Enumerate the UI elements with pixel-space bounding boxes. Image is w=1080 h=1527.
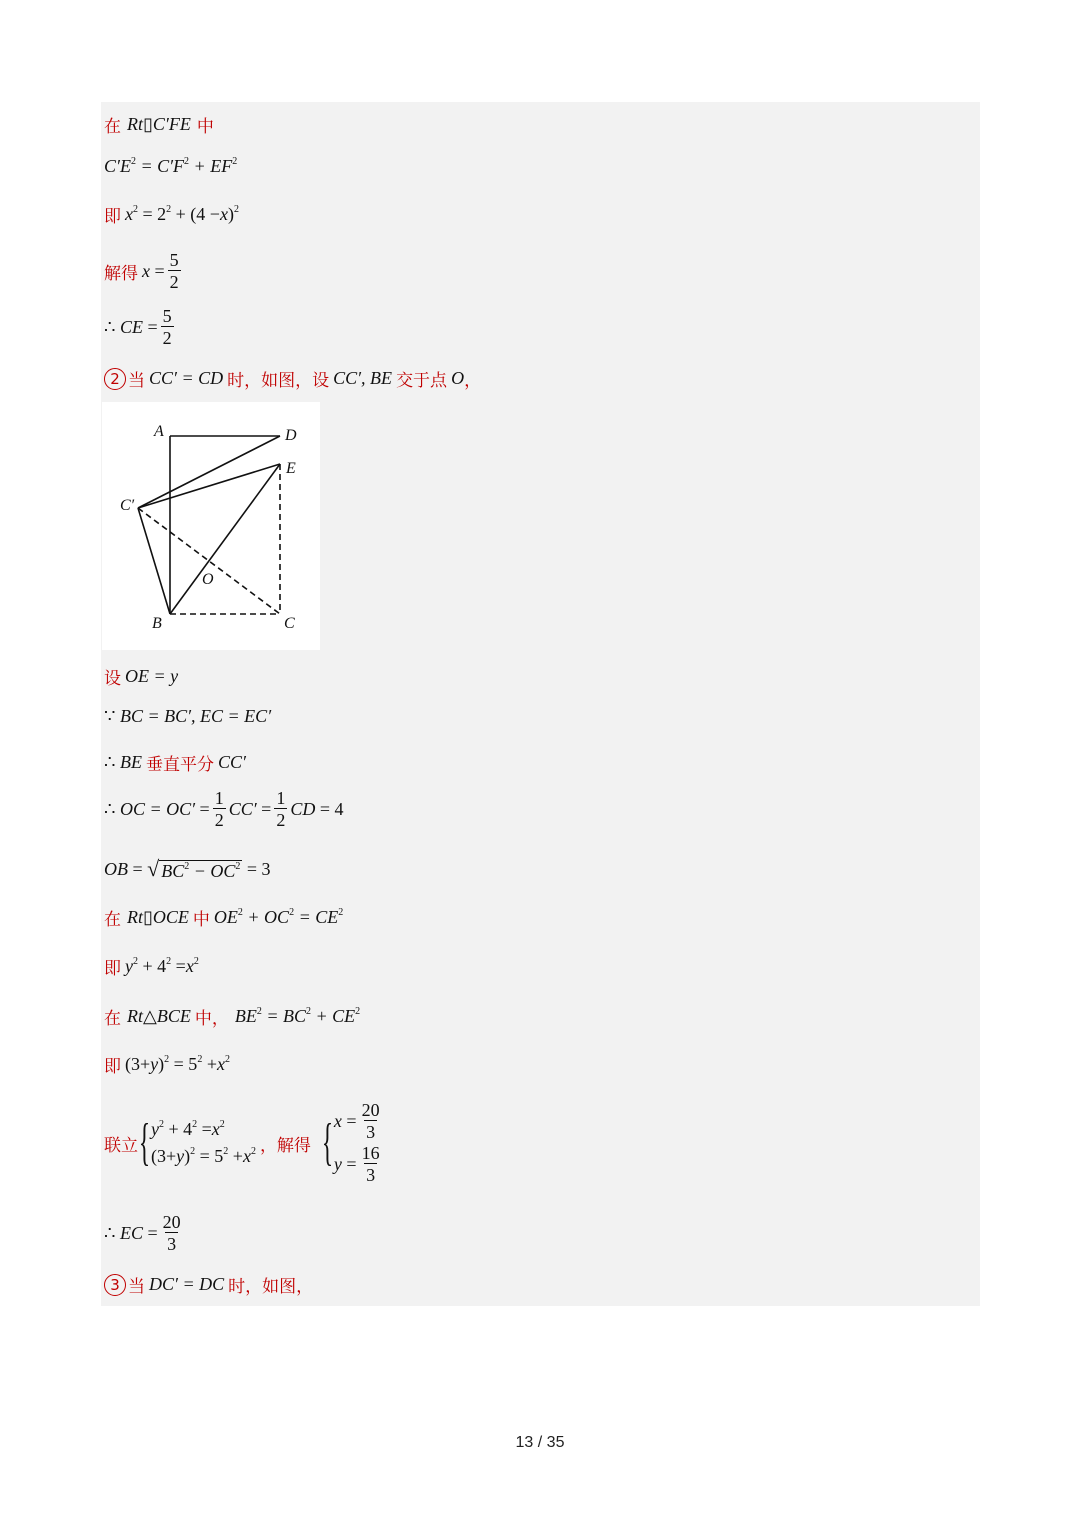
label-o: O — [202, 571, 214, 588]
line-because: ∵ BC = BC′, EC = EC′ — [104, 706, 272, 726]
line-ec-value: ∴ EC = $\frac{20}{3}$ — [104, 1212, 181, 1254]
label-b: B — [152, 615, 162, 632]
equation-system: $y^2$ + $4^2$ = $x^2$ (3+ y )$^2 = 5^2$ + $x^2$ — [150, 1119, 256, 1166]
case-2-marker: 2 — [104, 368, 126, 390]
case-3-marker: 3 — [104, 1274, 126, 1296]
line-case-3: 3 当 DC′ = DC 时，如图， — [104, 1272, 313, 1297]
line-solve-x: 解得 x = $\frac{5}{2}$ — [104, 250, 179, 292]
line-ce-value: ∴ CE = $\frac{5}{2}$ — [104, 306, 172, 348]
line-bisector: ∴ BE 垂直平分 CC′ — [104, 752, 246, 775]
line-ob-value: OB = √ $BC^2 - OC^2$ = 3 — [104, 856, 271, 881]
label-c: C — [284, 615, 295, 632]
line-let-oe: 设 OE = y — [104, 666, 179, 689]
page-number: 13 / 35 — [515, 1434, 565, 1451]
line-rt-cfe: 在 Rt ▯ C′FE 中 — [104, 114, 214, 137]
label-c-prime: C′ — [120, 497, 135, 514]
line-pythag-cfe: $C'E^2 = C'F^2 + EF^2$ — [104, 156, 238, 176]
line-y-equation: 即 $y^2$ + $4^2$ = $x^2$ — [104, 956, 199, 979]
label-e: E — [286, 460, 296, 477]
line-case-2: 2 当 CC′ = CD 时，如图，设 CC′, BE 交于点 O ， — [104, 366, 481, 391]
geometry-figure — [102, 402, 320, 650]
line-rt-bce: 在 Rt △ BCE 中， $BE^2 = BC^2 + CE^2$ — [104, 1006, 361, 1029]
line-oc-value: ∴ OC = OC′ = $\frac{1}{2}$ CC′ = $\frac{1}{2}$ CD = 4 — [104, 788, 344, 830]
label-d: D — [285, 427, 297, 444]
solution-system: x = $\frac{20}{3}$ y = $\frac{16}{3}$ — [333, 1100, 380, 1185]
line-system: 联立 { $y^2$ + $4^2$ = $x^2$ (3+ y )$^2 = 5^2$ + $x^2$ ，解得 { x = $\frac{20}{3}$ y = $\frac{16}{3}$ — [104, 1100, 385, 1186]
line-rt-oce: 在 Rt ▯ OCE 中 $OE^2 + OC^2 = CE^2$ — [104, 907, 344, 930]
line-be-equation: 即 (3+ y )$^2 = 5^2$ + $x^2$ — [104, 1054, 230, 1077]
figure-svg — [102, 402, 320, 650]
label-a: A — [154, 423, 164, 440]
line-x-equation: 即 $x^2$ = $2^2 + (4$ − x )$^2$ — [104, 204, 239, 227]
